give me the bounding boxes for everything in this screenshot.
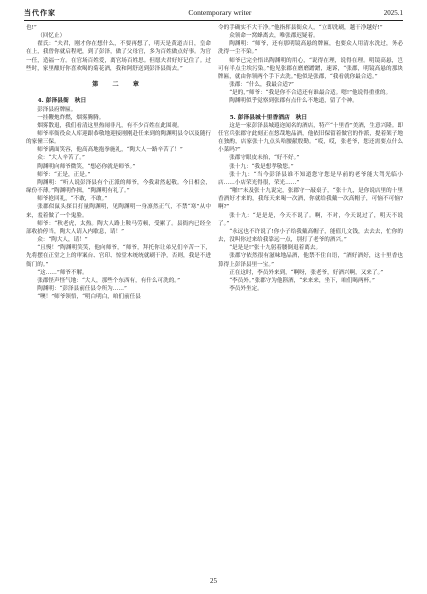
paragraph: 陶渊明似乎觉察到张郡有点什么不地道，留了个神。 [229, 98, 358, 105]
paragraph: 众：“大人辛苦了。” [37, 155, 85, 162]
paragraph: 众：“陶大人，请！” [37, 237, 88, 244]
paragraph: 陶渊明：“听人说彭泽县有个正派的师爷，今我肃然起敬。今日相会，缘份不薄。”陶渊明作揖，“陶渊明有礼了。” [26, 179, 211, 195]
header-rule [24, 20, 403, 21]
paragraph: 师爷抢回礼，“不敢，不敢。” [37, 196, 108, 203]
paragraph: 陶渊明：“彭泽县前任县令所为……” [37, 285, 127, 292]
paragraph: “李员外。”张郡守为他斟酒，“来来来，坐下，咱们喝两杯。” [229, 277, 375, 284]
paragraph: 师爷：“秋老虎，太热。陶大人路上鞍马劳顿，受累了。县衙内已经全部收拾停当，陶大人请入内歇息，请！” [26, 220, 211, 235]
paragraph: 也!” [26, 25, 37, 31]
chapter-heading: 第 二 章 [92, 81, 145, 89]
spacer [26, 73, 211, 81]
paragraph: “永远也不许说了!你小子给我戴高帽子，能值几文钱，去去去，忙你的去，没叫你过来给我靠远一点，别打了老爷的酒兴。” [218, 228, 403, 244]
paragraph: 师爷：“正是，正是。” [37, 171, 91, 178]
paragraph: “是是是!”张十九躬着腰倒退着离去。 [229, 245, 322, 252]
paragraph: 师爷率衙役众人库迎跟恭敬地迎接刚刚赴任来到的陶渊明县令以及随行的家僮三保。 [26, 131, 211, 146]
issue-number: 2025.1 [383, 9, 403, 17]
paragraph: “是的，”师爷：“我是你不合适还有谁最合适。嗯!”他说得重重的。 [229, 90, 392, 97]
paragraph: “且慢！”陶渊明笑笑，他向师爷，“师爷，拜托你让弟兄们辛苦一下，先将摆在正堂之上的审案台、官印、惊堂木统统就刷干净，否则，我是不进衙门的。” [26, 245, 211, 268]
paragraph: 彭泽县府牌匾。 [37, 106, 77, 113]
right-column [218, 24, 403, 293]
journal-title-english: Contemporary writer [188, 8, 252, 17]
paragraph: 张郡守依然很有滋味地品酒，他禁不住自语，“酒好酒好，这十里香也算得上彭泽县里一宝。” [218, 253, 403, 268]
paragraph: 张郡守眼皮未抬，“好不好。” [229, 155, 300, 162]
paragraph: 师爷已完全悟出陶渊明的用心，“说得在理，说得在理。明镜高悬，岂可有半点尘埃污染。”他见张郡在磨磨蹭蹭，速诉，“张郡，明镜高悬的那块牌匾，就由你领两个手下去洗。”他似是张郡，“我看就你最合适。” [218, 57, 403, 80]
scene-heading: 4. 彭泽县衙 秋日 [37, 98, 87, 105]
paragraph: 陶渊明：“师爷，还有那明镜高悬的牌匾，也要众人用清水洗过，务必洗得一尘不染。” [218, 41, 403, 56]
paragraph: 张十九：“是是是，今天不说了。啊，不对，今天说过了，明天不说了。” [218, 212, 403, 227]
paragraph: 正在这时，李员外来到，“啊呀，张老爷，好酒兴啊，又来了。” [229, 269, 384, 276]
paragraph: “啪!”未及张十九说完，张郡守一敲桌子，“张十九，是你说店里的十里香酒好才来的，我每天来喝一次酒，你就给我戴一次高帽子，可恼不可恼?啊?” [218, 188, 403, 211]
paragraph: 张十九：“我是想孝敬您。” [229, 163, 294, 170]
left-column [26, 24, 211, 301]
scene-heading: 5. 彭泽县城十里香酒店 秋日 [229, 114, 308, 121]
paragraph: 陶渊明向师爷微笑，“想必你就是师爷。” [37, 163, 136, 170]
spacer [26, 89, 211, 97]
paragraph: 众领命一窝蜂离去，唯张郡迟疑着。 [229, 33, 319, 40]
paragraph: 这是一家彭泽县城遐迩闻名的酒店，特产“十里香”美酒，生意兴隆。即任官兵张郡守此刻正在悠哉地品酒，他依旧保留着做官的作派，提着架子地在独酌，店家张十九点头哈腰献殷勤。“哎，哎，张老爷，您还需要点什么小菜吗?” [218, 122, 403, 154]
paragraph: 令的手确实不大干净。”他指挥县衙众人，“立即洗刷，越干净越好!” [218, 25, 383, 31]
paragraph: “这……”师爷不解。 [37, 269, 88, 276]
paragraph: 张郡似鼠头探目打量陶渊明，见陶渊明一身凛然正气，不禁“寒”从中来，羞着做了一个鬼脸。 [26, 204, 211, 219]
paragraph: 李员外坐定。 [229, 285, 263, 292]
paragraph: “噢！”师爷领悟，“明白明白，咱们前任县 [37, 294, 141, 301]
paragraph: 张郡怪声怪气地：“大人，那些个东西有，有什么可洗的。” [37, 277, 180, 284]
spacer [218, 106, 403, 114]
paragraph: 张郡：“什么，我最合适?” [229, 82, 294, 89]
paragraph: （回忆止） [37, 33, 66, 40]
paragraph: 翟氏：“夫君，刚才你在想什么，不要再想了，明天是黄道吉日，皇命在上，我曾你就启程吧，到了彭泽，做了父母官，多为百姓做点好事。为官一任，造福一方。在官场百姓爱，离官场百姓思。但愿夫君好好记住了。过些时，家里酿好你喜欢喝的菊花酒，我和阿舒送到彭泽县衙去。” [26, 41, 211, 72]
paragraph: 张十九：“当今彭泽县谁不知道您守您是早前的老爷能大驾光临小店……小店荣光得很，荣光……” [218, 171, 403, 186]
paragraph: 烟雾散退，我们看清这里热闹非凡，有不少百姓在此围观。 [37, 122, 183, 129]
journal-title: 当代作家 [24, 8, 56, 17]
paragraph: 师爷满面笑容，他高高地抱拳施礼，“陶大人一路辛苦了！” [37, 147, 183, 154]
paragraph: 一挂鞭炮炸燃，烟雾腾腾。 [37, 114, 105, 121]
page-number: 25 [210, 577, 217, 585]
running-header [24, 7, 403, 19]
